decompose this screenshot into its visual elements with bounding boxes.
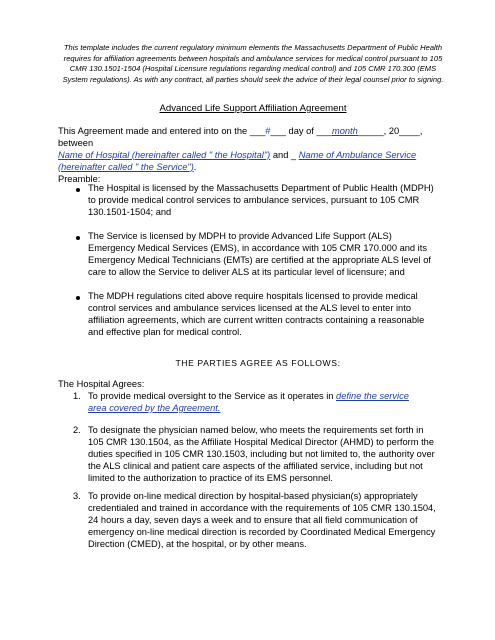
preamble-bullet: The MDPH regulations cited above require hospitals licensed to provide medical control services and ambulance services licensed at the ALS level to enter into affiliation agreements, which are current written contracts containing a reasonable and effective plan for medical control. [88, 291, 425, 337]
intro-text: . [193, 161, 197, 172]
agreement-item: To designate the physician named below, who meets the requirements set forth in 105 CMR 130.1504, as the Affiliate Hospital Medical Director (AHMD) to perform the duties specified in 105 CMR 130.1503, including but not limited to, the authority over the ALS clinical and patient care aspects of the affiliated service, including but not limited to the authorization to practice of its EMS personnel. [88, 425, 435, 483]
agreement-item: To provide on-line medical direction by hospital-based physician(s) appropriately credentialed and trained in accordance with the requirements of 105 CMR 130.1504, 24 hours a day, seven days a week and to ensure that all field communication of emergency on-line medical direction is recorded by Coordinated Medical Emergency Direction (CMED), at the hospital, or by other means. [88, 491, 436, 549]
hospital-agrees-label: The Hospital Agrees: [58, 379, 145, 389]
preamble-bullet: The Service is licensed by MDPH to provide Advanced Life Support (ALS) Emergency Medical Services (EMS), in accordance with 105 CMR 170.000 and its Emergency Medical Technicians (EMTs) are certified at the appropriate ALS level of care to allow the Service to deliver ALS at its particular level of licensure; and [88, 231, 431, 277]
month-field[interactable]: month [331, 126, 358, 136]
item-text: To provide medical oversight to the Service as it operates in [88, 391, 337, 401]
intro-text: _____, 20____, between [58, 126, 423, 148]
preamble-label: Preamble: [58, 174, 101, 184]
hospital-name-field[interactable]: Name of Hospital (hereinafter called " the Hospital") [58, 149, 271, 160]
intro-text: ___ day of ___ [270, 126, 332, 136]
service-name-field[interactable]: Name of Ambulance Service [298, 149, 417, 160]
item-number: 3. [73, 491, 81, 501]
intro-text: This Agreement made and entered into on the ___ [58, 126, 266, 136]
bullet-marker [76, 296, 80, 300]
bullet-marker [76, 236, 80, 240]
intro-paragraph [58, 126, 458, 174]
preamble-bullet: The Hospital is licensed by the Massachusetts Department of Public Health (MDPH) to provide medical control services to ambulance services, pursuant to 105 CMR 130.1501-1504; and [88, 183, 434, 217]
day-field[interactable]: # [265, 126, 271, 136]
service-name-field-cont[interactable]: (hereinafter called " the Service") [58, 161, 194, 172]
item-number: 1. [73, 391, 81, 401]
agreement-item [88, 391, 428, 415]
intro-text: and _ [270, 149, 299, 160]
service-area-field[interactable]: define the service area covered by the Agreement. [88, 391, 409, 413]
document-title: Advanced Life Support Affiliation Agreement [159, 103, 347, 114]
item-number: 2. [73, 425, 81, 435]
parties-heading: THE PARTIES AGREE AS FOLLOWS: [175, 358, 341, 368]
bullet-marker [76, 188, 80, 192]
template-disclaimer: This template includes the current regulatory minimum elements the Massachusetts Department of Public Health requires for affiliation agreements between hospitals and ambulance services for medical control pursuant to 105 CMR 130.1501-1504 (Hospital Licensure regulations regarding medical control) and 105 CMR 170.300 (EMS System regulations). As with any contract, all parties should seek the advice of their legal counsel prior to signing. [62, 43, 444, 84]
